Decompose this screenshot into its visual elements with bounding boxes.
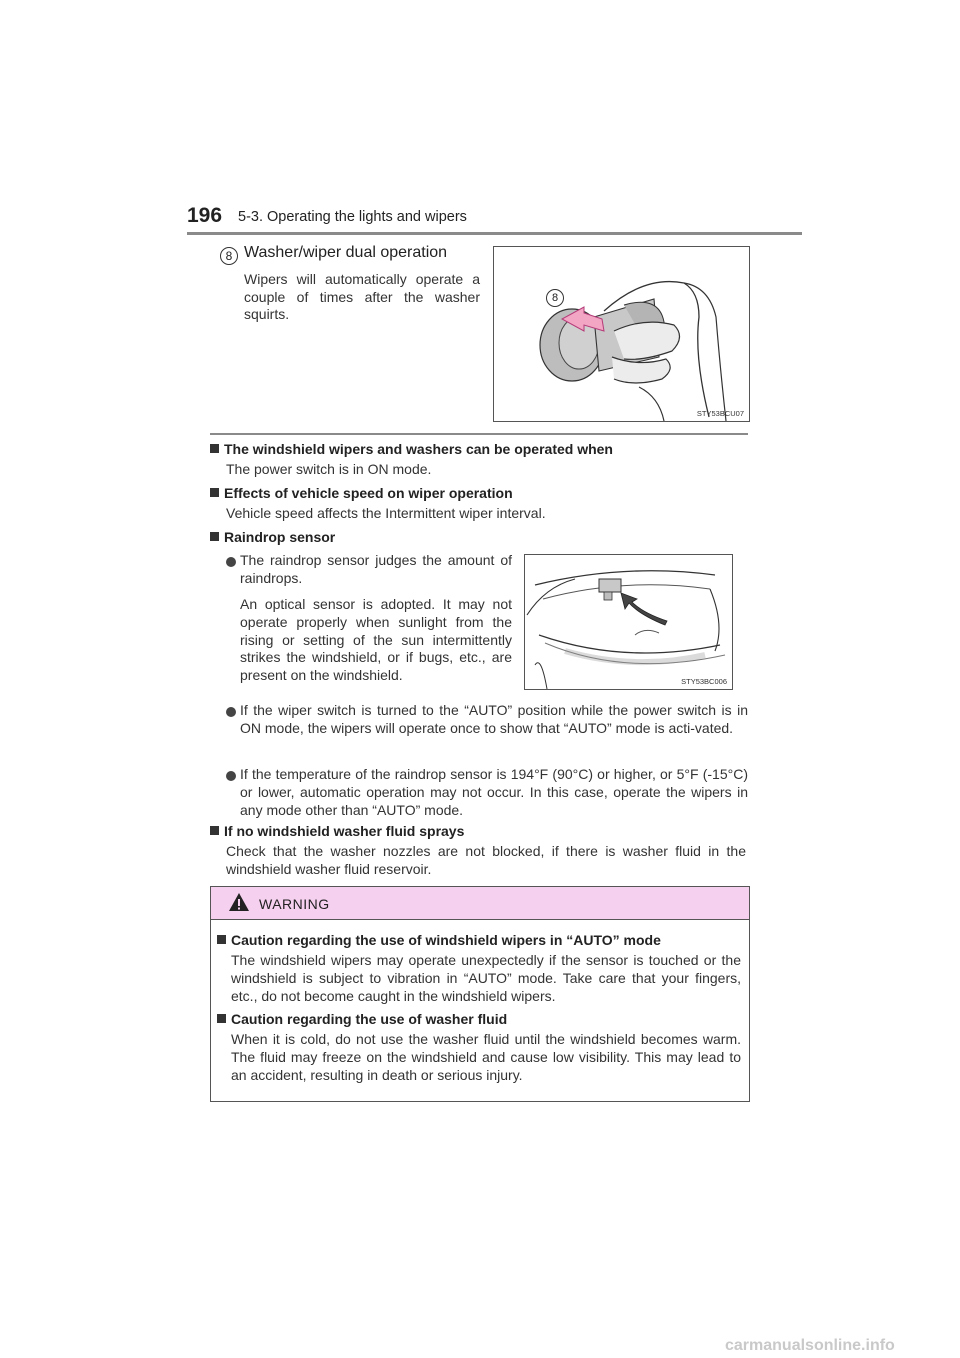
- square-bullet-icon: [210, 826, 219, 835]
- warning-heading-auto-mode: Caution regarding the use of windshield wipers in “AUTO” mode: [217, 932, 661, 948]
- square-bullet-icon: [210, 444, 219, 453]
- square-bullet-icon: [217, 935, 226, 944]
- section-divider: [210, 433, 748, 435]
- watermark: carmanualsonline.info: [725, 1337, 895, 1354]
- round-bullet-icon: [226, 707, 236, 717]
- warning-body-washer-fluid: When it is cold, do not use the washer fluid until the windshield becomes warm. The fluid may freeze on the windshield and cause low visibility. This may lead to an accident, resulting in death or serious injury.: [231, 1031, 741, 1083]
- round-bullet-icon: [226, 771, 236, 781]
- item-description: Wipers will automatically operate a couple of times after the washer squirts.: [244, 271, 480, 322]
- page-number: 196: [187, 204, 223, 227]
- body-operate-when: The power switch is in ON mode.: [226, 461, 432, 477]
- raindrop-bullet-2: If the wiper switch is turned to the “AUTO” position while the power switch is in ON mode, the wipers will operate once to show that “AUTO” mode is acti-vated.: [240, 702, 748, 736]
- item-number-badge: 8: [220, 247, 238, 265]
- warning-title: WARNING: [259, 896, 330, 912]
- header-divider: [187, 232, 802, 235]
- wiper-lever-drawing: [494, 247, 749, 421]
- raindrop-bullet-1: The raindrop sensor judges the amount of raindrops.: [240, 552, 512, 586]
- round-bullet-icon: [226, 557, 236, 567]
- warning-body-auto-mode: The windshield wipers may operate unexpectedly if the sensor is touched or the windshield is subject to vibration in “AUTO” mode. Take care that your fingers, etc., do not become caught in the windshield wipers.: [231, 952, 741, 1004]
- figure-code: STY53BCU07: [696, 409, 744, 418]
- warning-heading-washer-fluid: Caution regarding the use of washer fluid: [217, 1011, 507, 1027]
- heading-operate-when: The windshield wipers and washers can be operated when: [210, 441, 613, 457]
- figure-code: STY53BC006: [681, 677, 727, 686]
- section-title: 5-3. Operating the lights and wipers: [238, 209, 467, 225]
- raindrop-bullet-1-detail: An optical sensor is adopted. It may not operate properly when sunlight from the rising or setting of the sun intermittently strikes the windshield, or if bugs, etc., are present on the windshield.: [240, 596, 512, 684]
- warning-triangle-icon: [228, 892, 250, 912]
- warning-header: [211, 887, 749, 920]
- square-bullet-icon: [217, 1014, 226, 1023]
- body-vehicle-speed: Vehicle speed affects the Intermittent wiper interval.: [226, 505, 546, 521]
- warning-box: [210, 886, 750, 1102]
- raindrop-bullet-3: If the temperature of the raindrop sensor is 194°F (90°C) or higher, or 5°F (-15°C) or lower, automatic operation may not occur. In this case, operate the wipers in any mode other than “AUTO” mode.: [240, 766, 748, 818]
- wiper-lever-illustration: [493, 246, 750, 422]
- item-title: Washer/wiper dual operation: [244, 244, 448, 261]
- heading-raindrop-sensor: Raindrop sensor: [210, 529, 335, 545]
- square-bullet-icon: [210, 532, 219, 541]
- figure-callout-8: 8: [546, 289, 564, 307]
- square-bullet-icon: [210, 488, 219, 497]
- raindrop-sensor-illustration: [524, 554, 733, 690]
- body-no-fluid: Check that the washer nozzles are not blocked, if there is washer fluid in the windshield washer fluid reservoir.: [226, 843, 746, 877]
- windshield-drawing: [525, 555, 732, 689]
- heading-no-fluid: If no windshield washer fluid sprays: [210, 823, 464, 839]
- heading-vehicle-speed: Effects of vehicle speed on wiper operation: [210, 485, 513, 501]
